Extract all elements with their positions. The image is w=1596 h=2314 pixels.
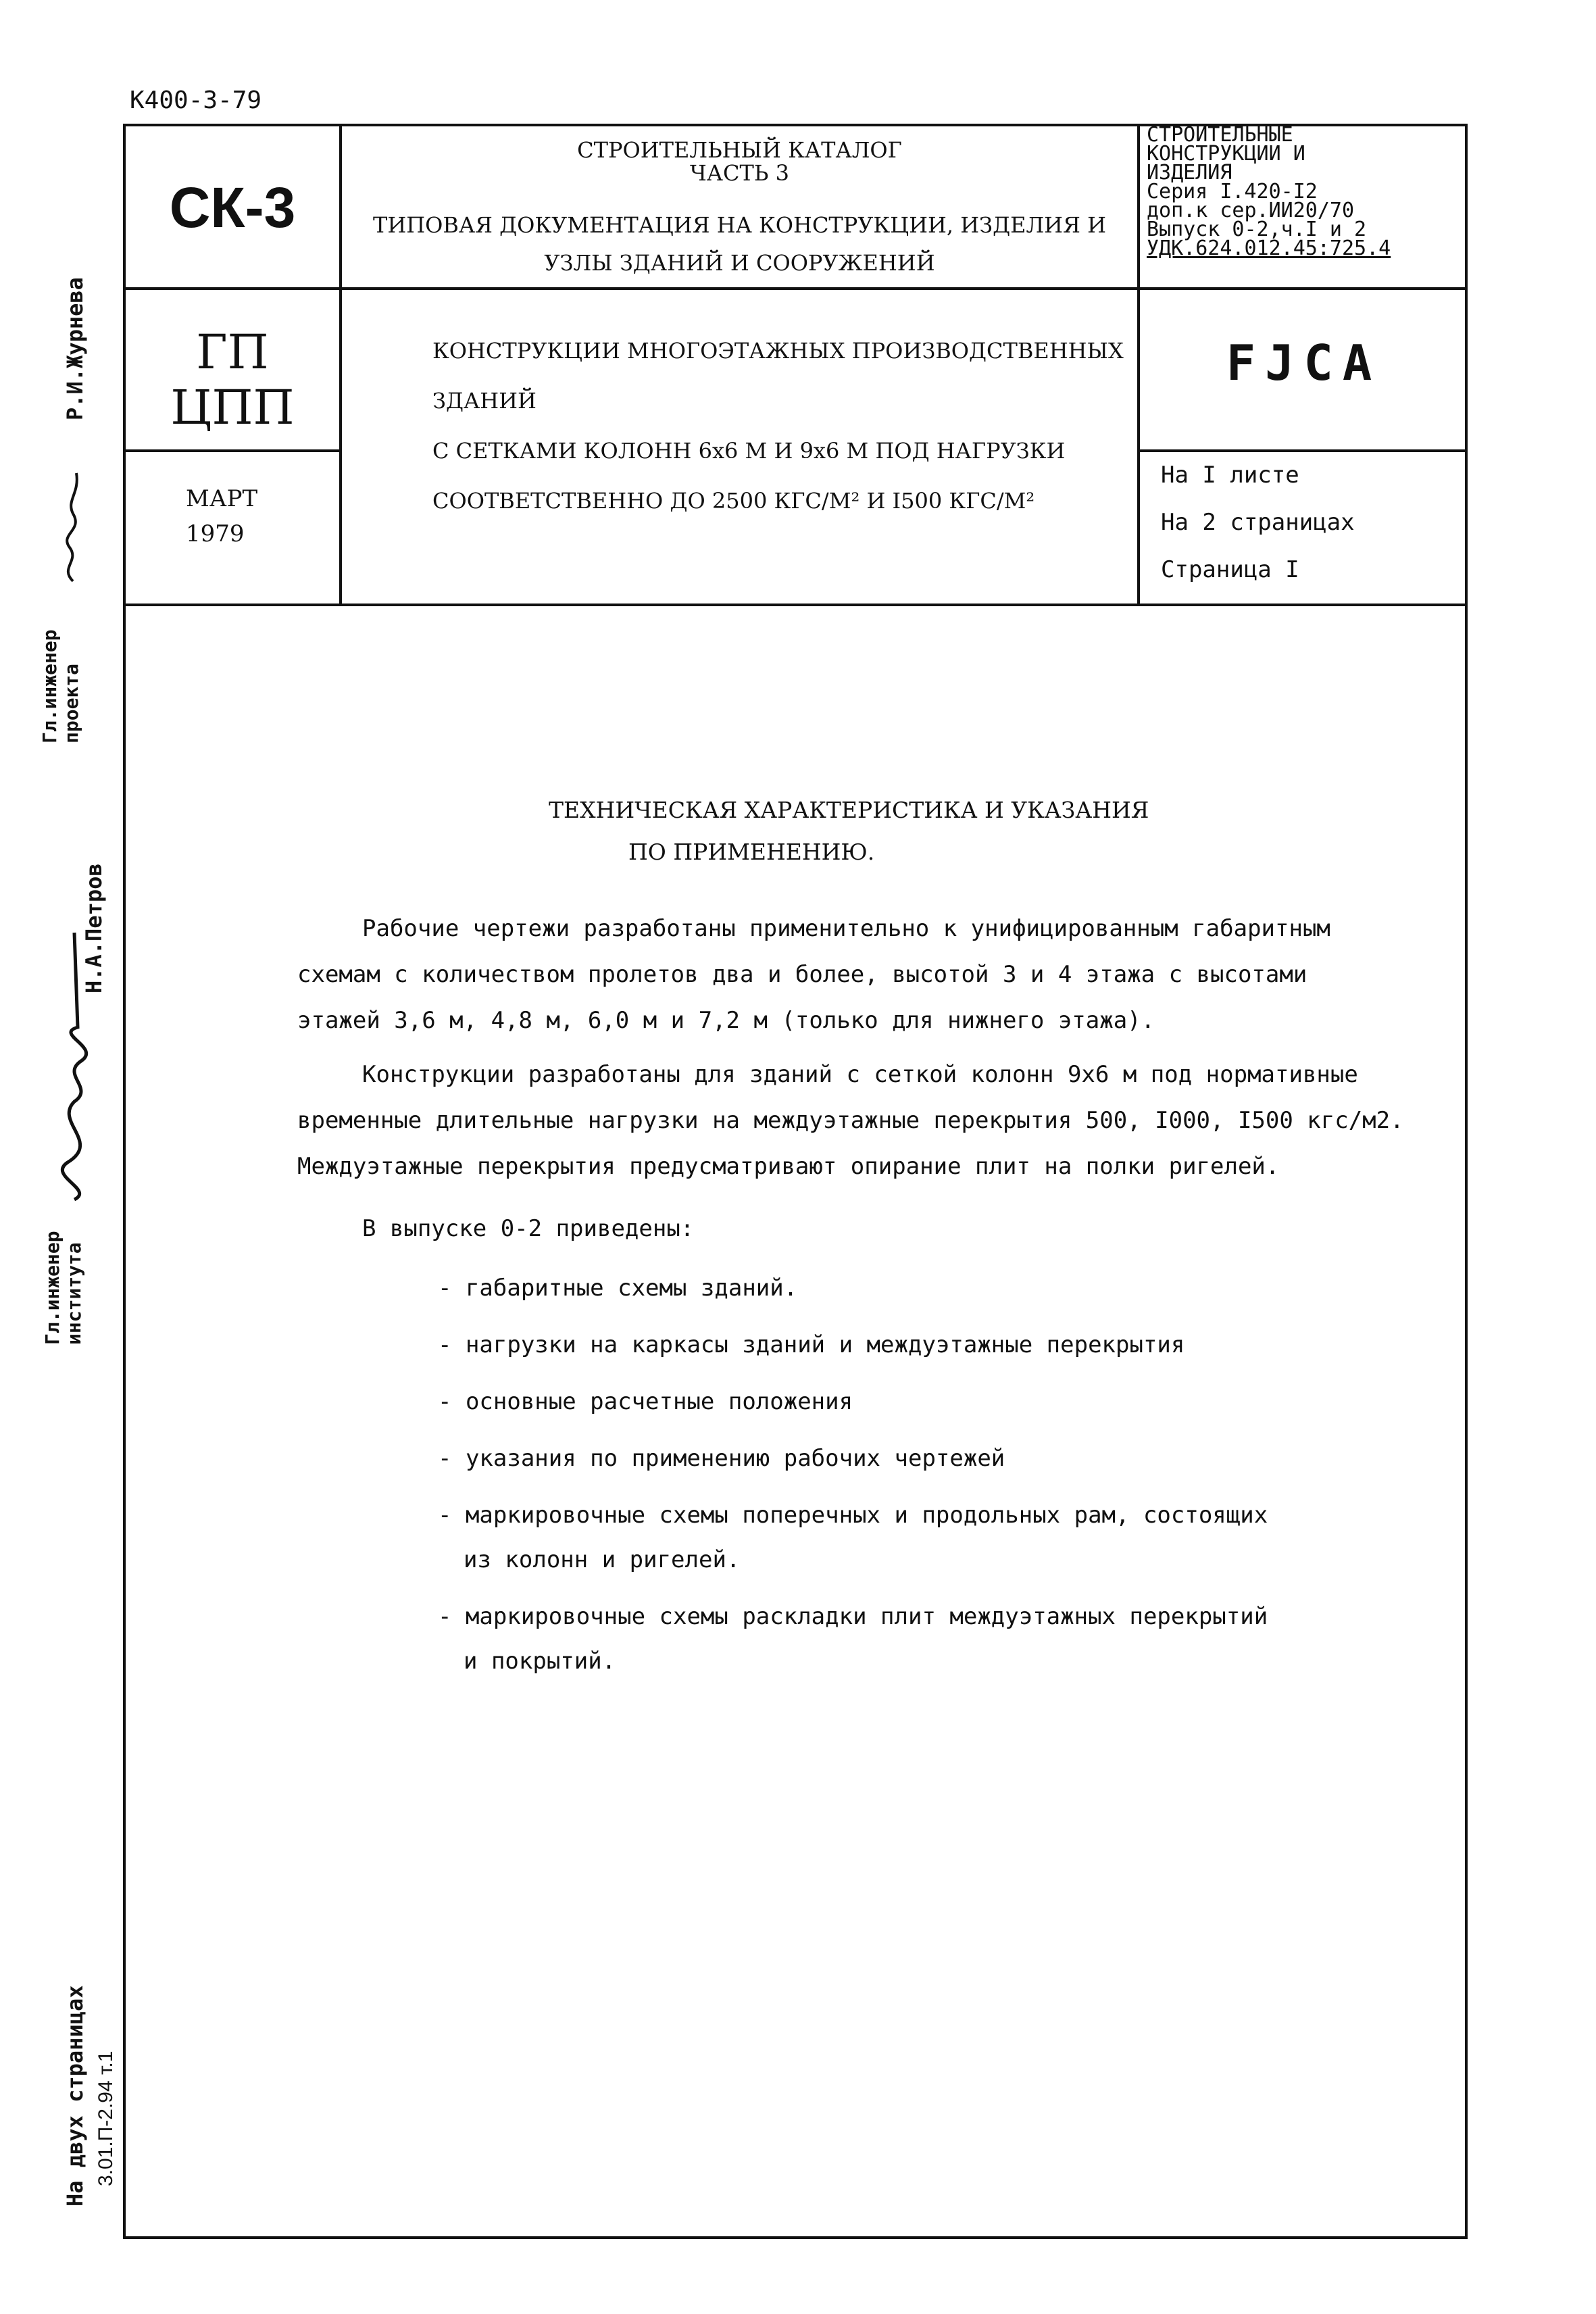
series-line: Серия I.420-I2	[1147, 180, 1318, 203]
document-code: К400-3-79	[130, 87, 262, 114]
catalog-description-line: ТИПОВАЯ ДОКУМЕНТАЦИЯ НА КОНСТРУКЦИИ, ИЗДЕЛИЯ И	[372, 212, 1106, 238]
paragraph-line: Междуэтажные перекрытия предусматривают опирание плит на полки ригелей.	[297, 1153, 1280, 1180]
paragraph-line: этажей 3,6 м, 4,8 м, 6,0 м и 7,2 м (только для нижнего этажа).	[297, 1007, 1155, 1034]
stamp-divider	[123, 604, 1468, 606]
issue-date	[186, 481, 257, 551]
signature	[53, 466, 93, 588]
section-line: ИЗДЕЛИЯ	[1147, 161, 1232, 184]
catalog-part-line: ЧАСТЬ 3	[690, 160, 789, 186]
catalog-code: СК-3	[169, 176, 296, 239]
signer-name: Н.А.Петров	[81, 863, 107, 993]
code-letters: FJCA	[1226, 335, 1382, 391]
section-line: СТРОИТЕЛЬНЫЕ	[1147, 123, 1293, 147]
document-title	[432, 326, 1128, 526]
stamp-divider	[123, 449, 339, 452]
signer-name: Р.И.Журнева	[62, 277, 88, 420]
paragraph-line: Конструкции разработаны для зданий с сеткой колонн 9х6 м под нормативные	[362, 1061, 1358, 1088]
organization-line: ЦПП	[170, 380, 295, 435]
section-heading	[549, 789, 1149, 873]
page-number: Страница I	[1161, 556, 1299, 583]
list-item: - маркировочные схемы раскладки плит междуэтажных перекрытий	[438, 1603, 1268, 1630]
list-item: - маркировочные схемы поперечных и продольных рам, состоящих	[438, 1502, 1268, 1529]
catalog-description	[342, 206, 1137, 282]
role-line: проекта	[60, 663, 82, 743]
document-title-line: С СЕТКАМИ КОЛОНН 6х6 М И 9х6 М ПОД НАГРУЗКИ	[432, 438, 1066, 464]
section-info	[1147, 123, 1464, 260]
paragraph-line: схемам с количеством пролетов два и более, высотой 3 и 4 этажа с высотами	[297, 961, 1307, 988]
sheet-info	[1161, 451, 1355, 593]
document-title-line: СООТВЕТСТВЕННО ДО 2500 КГС/М² И I500 КГС/М²	[432, 488, 1035, 514]
issue-year: 1979	[186, 520, 245, 547]
signature	[27, 919, 122, 1203]
paragraph	[297, 906, 1330, 1043]
document-title-line: КОНСТРУКЦИИ МНОГОЭТАЖНЫХ ПРОИЗВОДСТВЕННЫХ ЗДАНИЙ	[432, 338, 1124, 414]
role-line: Гл.инженер	[41, 1231, 64, 1345]
stamp-divider	[339, 124, 342, 605]
addition-line: доп.к сер.ИИ20/70	[1147, 199, 1355, 222]
stamp-divider	[123, 287, 1468, 290]
pages-count: На 2 страницах	[1161, 509, 1355, 536]
sheets-count: На I листе	[1161, 462, 1299, 489]
role-line: Гл.инженер	[39, 629, 61, 743]
list-intro: В выпуске 0-2 приведены:	[362, 1215, 695, 1242]
paragraph	[297, 1052, 1404, 1189]
udk-line: УДК.624.012.45:725.4	[1147, 237, 1391, 260]
paragraph-line: Рабочие чертежи разработаны применительно к унифицированным габаритным	[362, 915, 1330, 942]
organization-line: ГП	[196, 324, 269, 380]
list-item: - габаритные схемы зданий.	[438, 1275, 798, 1302]
issue-line: Выпуск 0-2,ч.I и 2	[1147, 218, 1367, 241]
role-label	[42, 1231, 85, 1345]
organization	[126, 324, 339, 435]
list-item: - нагрузки на каркасы зданий и междуэтажные перекрытия	[438, 1331, 1185, 1358]
margin-note: На двух страницах	[62, 1985, 88, 2207]
role-line: института	[63, 1242, 85, 1345]
catalog-description-line: УЗЛЫ ЗДАНИЙ И СООРУЖЕНИЙ	[544, 250, 935, 276]
heading-line: ТЕХНИЧЕСКАЯ ХАРАКТЕРИСТИКА И УКАЗАНИЯ	[549, 797, 1149, 823]
issue-month: МАРТ	[186, 485, 258, 512]
list-item-continuation: и покрытий.	[464, 1648, 616, 1675]
catalog-title-line: СТРОИТЕЛЬНЫЙ КАТАЛОГ	[577, 137, 902, 163]
paragraph-line: временные длительные нагрузки на междуэтажные перекрытия 500, I000, I500 кгс/м2.	[297, 1107, 1404, 1134]
list-item-continuation: из колонн и ригелей.	[464, 1546, 741, 1573]
heading-line: ПО ПРИМЕНЕНИЮ.	[628, 839, 875, 865]
margin-code: 3.01.П-2.94 т.1	[95, 2050, 117, 2186]
section-line: КОНСТРУКЦИИ И	[1147, 142, 1305, 166]
role-label	[39, 629, 82, 743]
list-item: - основные расчетные положения	[438, 1388, 853, 1415]
list-item: - указания по применению рабочих чертежей	[438, 1445, 1005, 1472]
catalog-title	[342, 139, 1137, 184]
